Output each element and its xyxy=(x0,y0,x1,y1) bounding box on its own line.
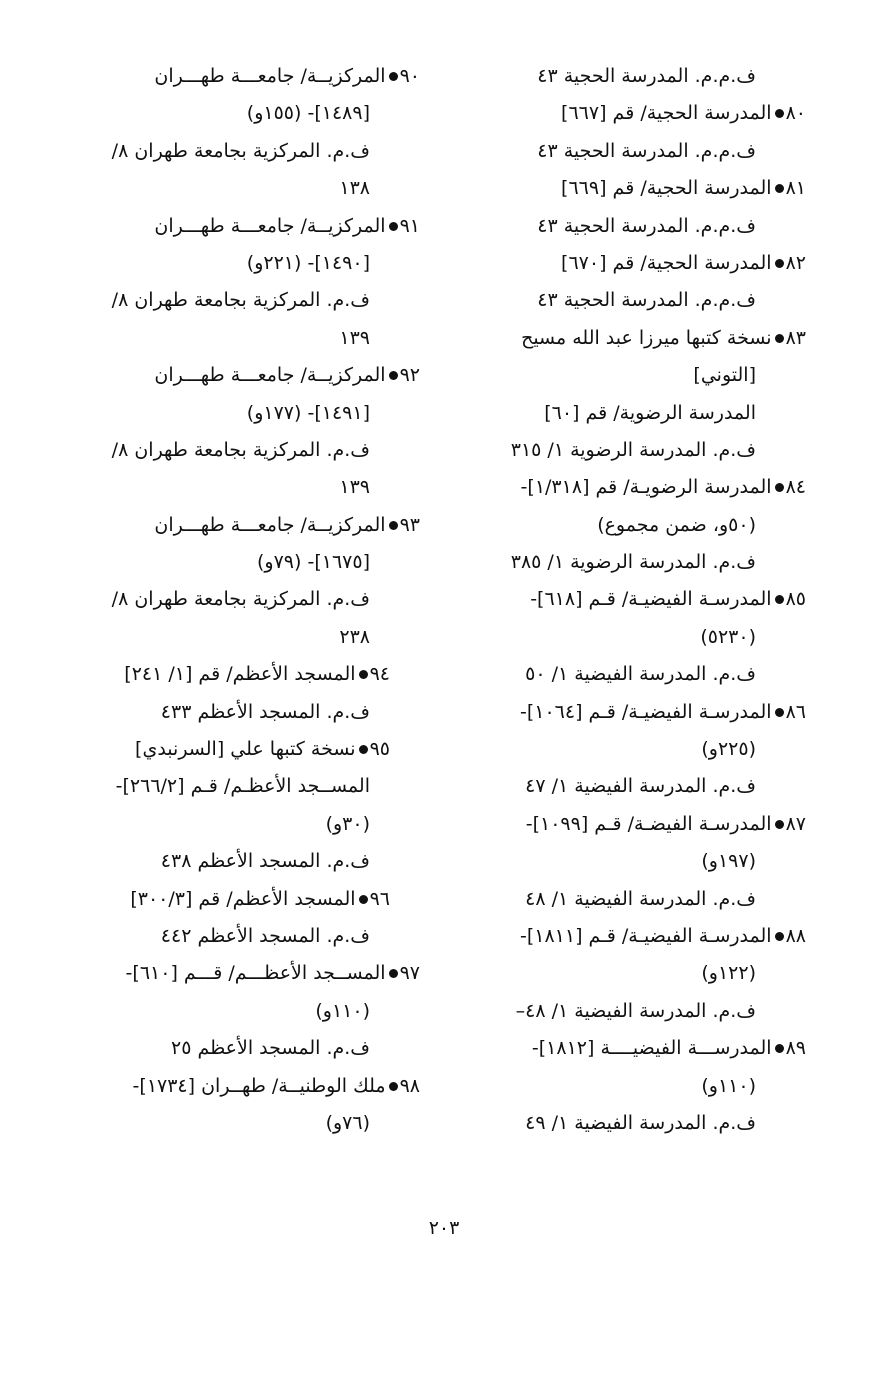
entry-line xyxy=(471,469,806,506)
continuation-line: [التوني] xyxy=(693,364,756,387)
catalog-reference-line: ف.م.م. المدرسة الحجية ٤٣ xyxy=(537,289,756,312)
entry-number: ٨٣ xyxy=(785,326,806,349)
continuation-line: (٧٦و) xyxy=(325,1111,370,1134)
continuation-line: (٢٢٥و) xyxy=(701,738,756,761)
catalog-reference-line: ف.م. المسجد الأعظم ٤٣٣ xyxy=(160,700,370,723)
catalog-reference-line: ف.م. المدرسة الفيضية ١/ ٤٩ xyxy=(525,1111,756,1134)
continuation-line: ١٣٨ xyxy=(339,177,370,200)
entry-number: ٨٠ xyxy=(785,102,806,125)
entry-text: المدرسـة الفيضيـة/ قـم [١٠٦٤]- xyxy=(519,700,772,723)
entry-text: المدرسة الحجية/ قم [٦٦٧] xyxy=(561,102,772,125)
continuation-line: المدرسة الرضوية/ قم [٦٠] xyxy=(544,401,756,424)
entry-text: المســجد الأعظـــم/ قـــم [٦١٠]- xyxy=(125,962,386,985)
bullet-icon xyxy=(775,1044,784,1053)
entry-line xyxy=(80,955,420,992)
entry-text: المركزيــة/ جامعـــة طهـــران xyxy=(154,65,386,87)
continuation-line: المســجد الأعظـم/ قـم [٢٦٦/٢]- xyxy=(115,775,370,798)
entry-text: المدرسة الرضويـة/ قم [١/٣١٨]- xyxy=(520,476,772,499)
entry-line xyxy=(80,507,420,544)
entry-line xyxy=(471,806,806,843)
bullet-icon xyxy=(775,259,784,268)
column-right xyxy=(471,58,806,1142)
entry-number: ٩٦ xyxy=(369,887,390,910)
continuation-line: [١٦٧٥]- (٧٩و) xyxy=(257,551,370,574)
entry-line xyxy=(80,1068,420,1105)
entry-number: ٨٨ xyxy=(785,924,806,947)
entry-number: ٩٧ xyxy=(399,962,420,985)
entry-line xyxy=(80,357,420,394)
entry-text: المسجد الأعظم/ قم [٣٠٠/٣] xyxy=(130,887,356,910)
entry-number: ٩٣ xyxy=(399,513,420,536)
entry-number: ٩٤ xyxy=(369,663,390,686)
continuation-line: (٥٠و، ضمن مجموع) xyxy=(597,513,756,536)
continuation-line: (١١٠و) xyxy=(315,999,370,1022)
entry-number: ٨٤ xyxy=(785,476,806,499)
catalog-reference-line: ف.م. المدرسة الرضوية ١/ ٣٨٥ xyxy=(510,551,756,574)
entry-line xyxy=(471,581,806,618)
catalog-reference-line: ف.م. المركزية بجامعة طهران ٨/ xyxy=(111,588,370,611)
bullet-icon xyxy=(359,745,368,754)
continuation-line: (١١٠و) xyxy=(701,1074,756,1097)
entry-line xyxy=(471,95,806,132)
entry-text: ملك الوطنيــة/ طهــران [١٧٣٤]- xyxy=(132,1074,386,1097)
entry-line xyxy=(80,208,420,245)
catalog-reference-line: ف.م. المسجد الأعظم ٢٥ xyxy=(170,1037,370,1060)
entry-number: ٨٦ xyxy=(785,700,806,723)
catalog-reference-line: ف.م. المركزية بجامعة طهران ٨/ xyxy=(111,139,370,162)
entry-text: المسجد الأعظم/ قم [١/ ٢٤١] xyxy=(124,663,356,686)
entry-text: المدرســـة الفيضيــــة [١٨١٢]- xyxy=(531,1037,772,1060)
entry-number: ٨٢ xyxy=(785,251,806,274)
entry-text: المدرسة الحجية/ قم [٦٧٠] xyxy=(561,251,772,274)
bullet-icon xyxy=(389,969,398,978)
bullet-icon xyxy=(389,371,398,380)
bullet-icon xyxy=(775,820,784,829)
entry-line xyxy=(80,656,420,693)
entry-line xyxy=(471,320,806,357)
continuation-line: [١٤٨٩]- (١٥٥و) xyxy=(246,102,370,125)
entry-text: المدرسـة الفيضـة/ قـم [١٠٩٩]- xyxy=(525,812,772,835)
catalog-reference-line: ف.م. المدرسة الفيضية ١/ ٥٠ xyxy=(525,663,756,686)
entry-number: ٩١ xyxy=(399,214,420,237)
bullet-icon xyxy=(359,670,368,679)
catalog-reference-line: ف.م. المركزية بجامعة طهران ٨/ xyxy=(111,289,370,312)
bullet-icon xyxy=(359,895,368,904)
entry-line xyxy=(471,245,806,282)
catalog-reference-line: ف.م.م. المدرسة الحجية ٤٣ xyxy=(537,139,756,162)
catalog-reference-line: ف.م. المركزية بجامعة طهران ٨/ xyxy=(111,438,370,461)
catalog-reference-line: ف.م. المسجد الأعظم ٤٤٢ xyxy=(160,924,370,947)
continuation-line: (١٩٧و) xyxy=(701,850,756,873)
continuation-line: ٢٣٨ xyxy=(339,625,370,648)
catalog-reference-line: ف.م. المسجد الأعظم ٤٣٨ xyxy=(160,850,370,873)
entry-number: ٩٨ xyxy=(399,1074,420,1097)
continuation-line: (١٢٢و) xyxy=(701,962,756,985)
bullet-icon xyxy=(389,72,398,81)
entry-number: ٨٥ xyxy=(785,588,806,611)
catalog-reference-line: ف.م. المدرسة الرضوية ١/ ٣١٥ xyxy=(510,438,756,461)
entry-line xyxy=(80,58,420,95)
continuation-line: ١٣٩ xyxy=(339,326,370,349)
entry-number: ٨١ xyxy=(785,177,806,200)
continuation-line: (٣٠و) xyxy=(325,812,370,835)
continuation-line: (٥٢٣٠) xyxy=(700,625,756,648)
catalog-reference-line: ف.م.م. المدرسة الحجية ٤٣ xyxy=(537,65,756,87)
entry-text: المركزيــة/ جامعـــة طهـــران xyxy=(154,214,386,237)
entry-line xyxy=(471,170,806,207)
bullet-icon xyxy=(389,222,398,231)
bullet-icon xyxy=(389,1082,398,1091)
bullet-icon xyxy=(389,521,398,530)
entry-text: المركزيــة/ جامعـــة طهـــران xyxy=(154,513,386,536)
bullet-icon xyxy=(775,595,784,604)
entry-text: المدرسـة الفيضيـة/ قـم [١٨١١]- xyxy=(519,924,772,947)
entry-number: ٩٢ xyxy=(399,364,420,387)
catalog-reference-line: ف.م. المدرسة الفيضية ١/ ٤٨– xyxy=(515,999,756,1022)
catalog-reference-line: ف.م. المدرسة الفيضية ١/ ٤٨ xyxy=(525,887,756,910)
bullet-icon xyxy=(775,483,784,492)
catalog-reference-line: ف.م. المدرسة الفيضية ١/ ٤٧ xyxy=(525,775,756,798)
entry-line xyxy=(80,881,420,918)
page-number: ٢٠٣ xyxy=(428,1217,460,1239)
catalog-reference-line: ف.م.م. المدرسة الحجية ٤٣ xyxy=(537,214,756,237)
bullet-icon xyxy=(775,932,784,941)
entry-text: نسخة كتبها ميرزا عبد الله مسيح xyxy=(521,326,772,349)
bullet-icon xyxy=(775,184,784,193)
bullet-icon xyxy=(775,708,784,717)
entry-line xyxy=(80,731,420,768)
entry-text: المركزيــة/ جامعـــة طهـــران xyxy=(154,364,386,387)
continuation-line: ١٣٩ xyxy=(339,476,370,499)
entry-number: ٨٩ xyxy=(785,1037,806,1060)
entry-line xyxy=(471,1030,806,1067)
entry-number: ٩٥ xyxy=(369,738,390,761)
entry-line xyxy=(471,694,806,731)
entry-text: المدرسة الحجية/ قم [٦٦٩] xyxy=(561,177,772,200)
entry-text: نسخة كتبها علي [السرنبدي] xyxy=(135,738,356,761)
column-left xyxy=(80,58,420,1142)
entry-text: المدرسـة الفيضيـة/ قـم [٦١٨]- xyxy=(530,588,772,611)
continuation-line: [١٤٩٠]- (٢٢١و) xyxy=(246,251,370,274)
continuation-line: [١٤٩١]- (١٧٧و) xyxy=(246,401,370,424)
entry-number: ٨٧ xyxy=(785,812,806,835)
bullet-icon xyxy=(775,109,784,118)
entry-number: ٩٠ xyxy=(399,65,420,87)
entry-line xyxy=(471,918,806,955)
bullet-icon xyxy=(775,334,784,343)
